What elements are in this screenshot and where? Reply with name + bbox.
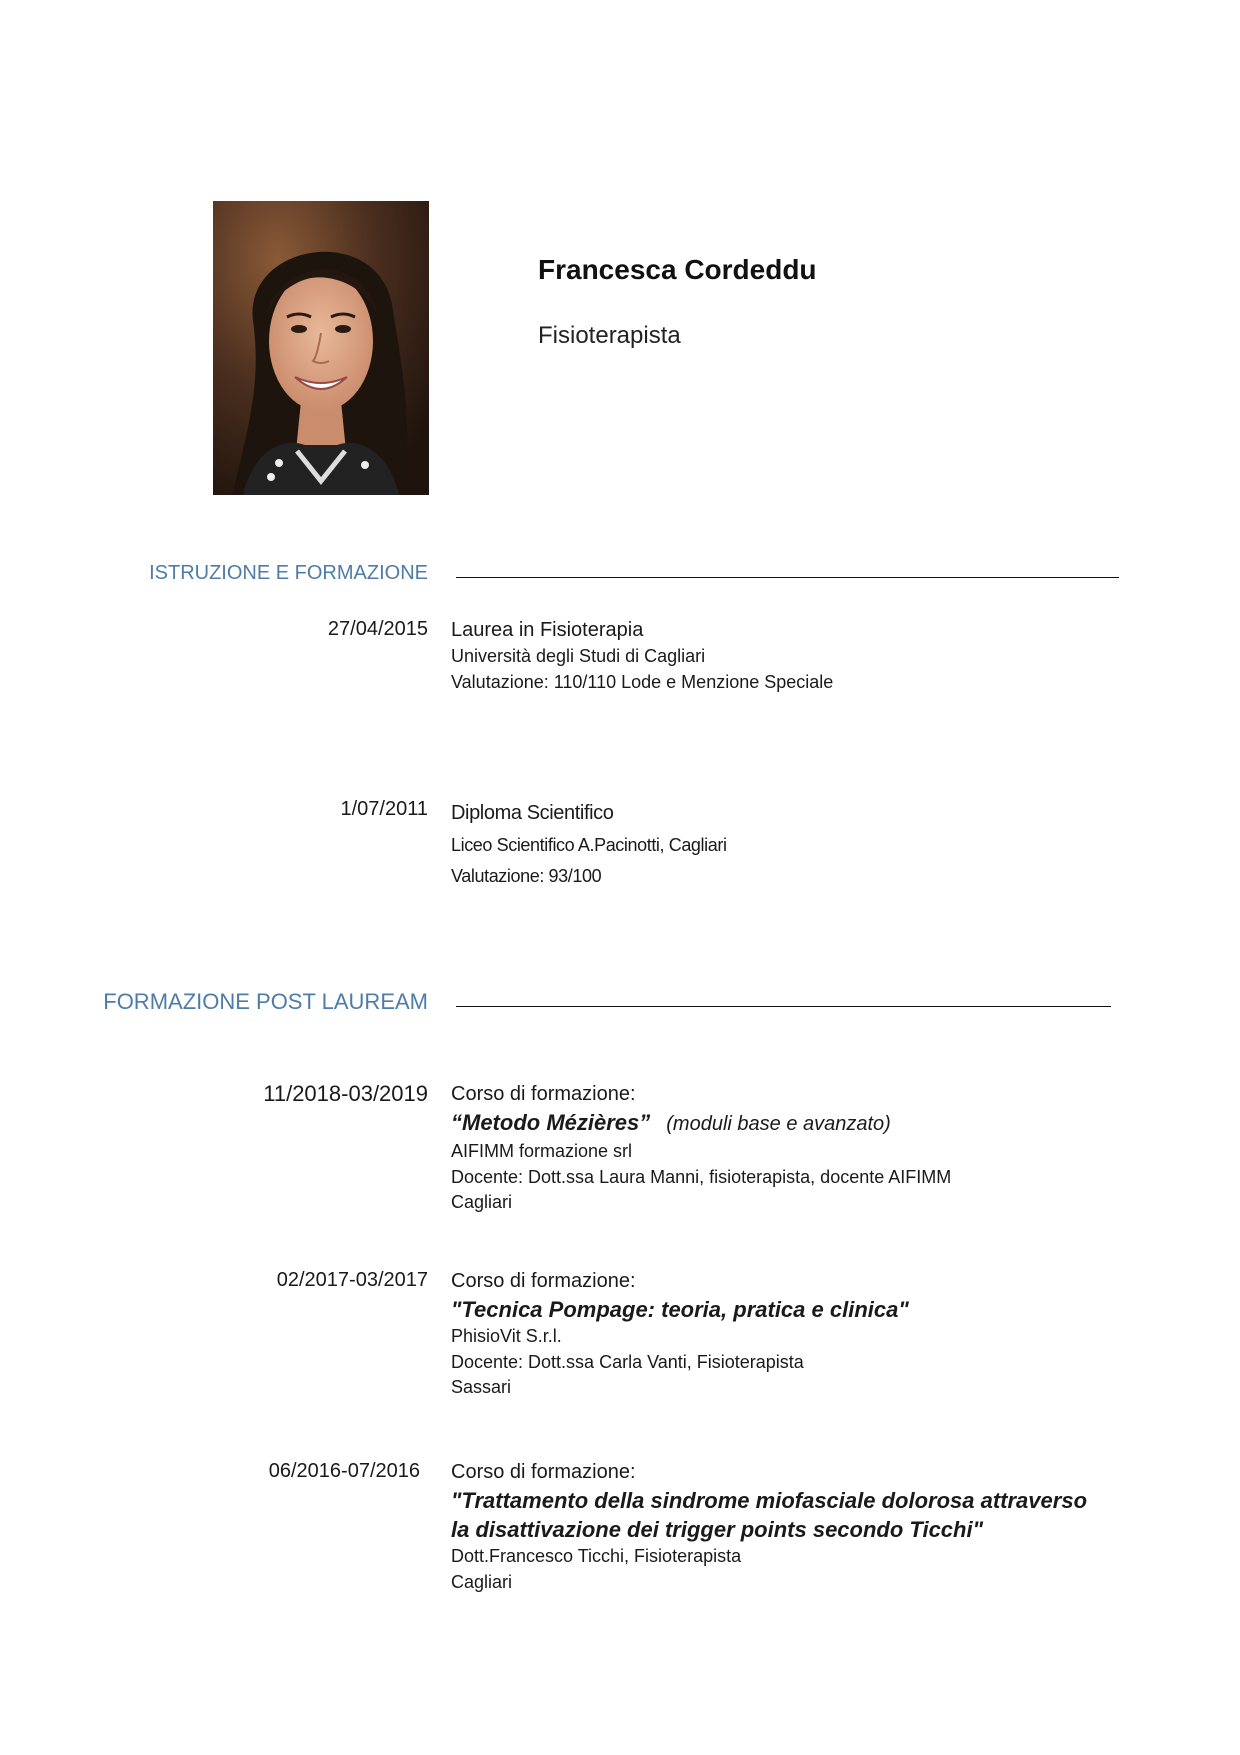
person-name: Francesca Cordeddu [538,254,817,285]
entry-title: Diploma Scientifico [451,802,614,824]
course-organizer: AIFIMM formazione srl [451,1141,633,1161]
entry-date: 06/2016-07/2016 [268,1460,420,1482]
section-divider [456,1006,1111,1007]
course-teacher: Dott.Francesco Ticchi, Fisioterapista [451,1546,742,1566]
entry-title: Corso di formazione: [451,1083,636,1105]
course-entry [451,1458,1087,1595]
entry-institution: Liceo Scientifico A.Pacinotti, Cagliari [451,835,727,855]
education-entry [451,797,727,892]
section-title-post-laurea: FORMAZIONE POST LAUREAM [103,989,428,1014]
course-organizer: PhisioVit S.r.l. [451,1326,562,1346]
course-teacher: Docente: Dott.ssa Carla Vanti, Fisioterapista [451,1351,804,1372]
course-name [451,1108,951,1139]
course-note: (moduli base e avanzato) [666,1113,891,1135]
course-location: Sassari [451,1377,512,1397]
job-title: Fisioterapista [538,322,681,349]
education-entry [451,616,833,695]
course-title: “Metodo Mézières” [451,1110,651,1135]
entry-grade: Valutazione: 93/100 [451,866,602,886]
course-title-line: la disattivazione dei trigger points secondo Ticchi" [451,1517,984,1542]
entry-date: 27/04/2015 [327,618,428,640]
entry-grade: Valutazione: 110/110 Lode e Menzione Speciale [451,671,834,692]
entry-date: 02/2017-03/2017 [276,1269,428,1291]
course-title-line: "Trattamento della sindrome miofasciale dolorosa attraverso [451,1488,1088,1513]
course-teacher: Docente: Dott.ssa Laura Manni, fisioterapista, docente AIFIMM [451,1166,952,1187]
course-title: "Tecnica Pompage: teoria, pratica e clinica" [451,1297,909,1322]
entry-title: Laurea in Fisioterapia [451,619,644,641]
course-entry [451,1080,951,1216]
entry-title: Corso di formazione: [451,1461,636,1483]
entry-title: Corso di formazione: [451,1270,636,1292]
section-title-education: ISTRUZIONE E FORMAZIONE [149,562,428,584]
entry-date: 11/2018-03/2019 [263,1081,428,1106]
course-location: Cagliari [451,1571,513,1592]
course-location: Cagliari [451,1192,513,1212]
profile-photo [213,201,429,495]
course-entry [451,1267,909,1401]
section-divider [456,577,1119,578]
entry-date: 1/07/2011 [340,798,428,820]
entry-institution: Università degli Studi di Cagliari [451,646,706,666]
